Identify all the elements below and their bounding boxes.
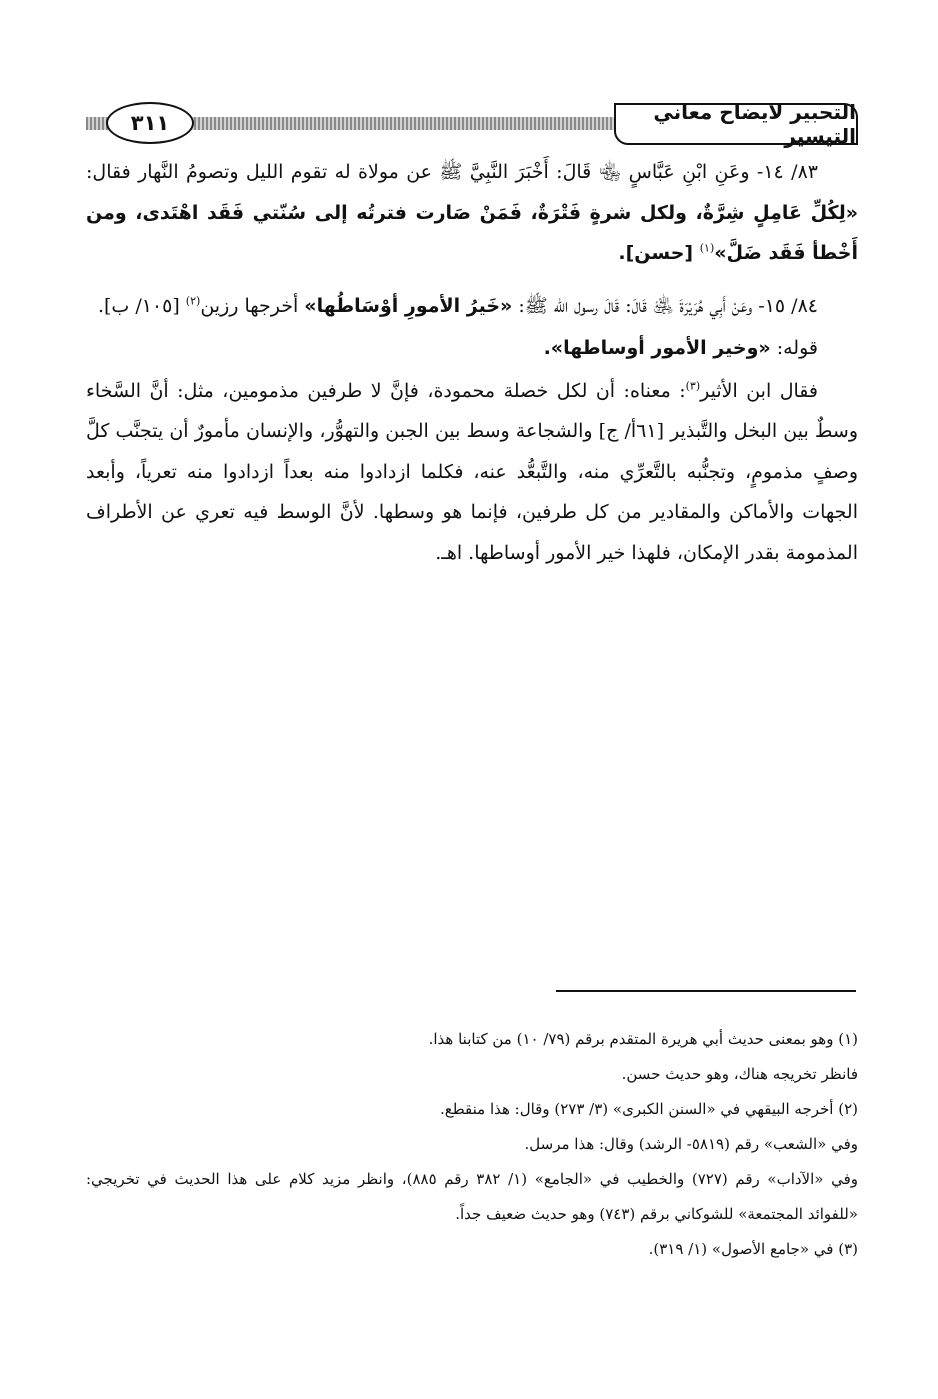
commentary-text: : معناه: أن لكل خصلة محمودة، فإنَّ لا طرفين مذمومين، مثل: أنَّ السَّخاء وسطٌ بين البخل والتَّبذير [٦١أ/ ج] والشجاعة وسط بين الجبن والتهوُّر، والإنسان مأمورٌ أن يتجنَّب كلَّ وصفٍ مذمومٍ، وتجنُّبه بالتَّعرِّي منه، والتَّبعُّد عنه، فكلما ازدادوا منه بعداً ازدادوا منه تعرياً، وأبعد الجهات والأماكن والمقادير من كل طرفين، فإنما هو وسطها. لأنَّ الوسط فيه تعري عن الأطراف المذمومة بقدر الإمكان، فلهذا خير الأمور أوساطها. اهـ. [86, 379, 858, 564]
hadith-83 [86, 152, 858, 274]
footnote-ref-3: (٣) [685, 379, 701, 393]
footnote-2: (٢) أخرجه البيقهي في «السنن الكبرى» (٣/ ٢٧٣) وقال: هذا منقطع. [439, 1100, 858, 1118]
commentary-heading-quote: «وخير الأمور أوساطها». [543, 337, 771, 359]
hadith-84-manuscript-ref: [١٠٥/ ب]. [97, 294, 186, 317]
page-header [86, 100, 858, 150]
footnote-ref-2: (٢) [185, 294, 201, 308]
commentary-heading-prefix: قوله: [770, 337, 818, 359]
footnote-1-cont: فانظر تخريجه هناك، وهو حديث حسن. [621, 1065, 858, 1083]
footnotes [86, 1022, 858, 1267]
hadith-84-source: أخرجها رزين [200, 294, 305, 317]
hadith-83-grade: [حسن]. [618, 242, 700, 264]
hadith-83-intro: ٨٣/ ١٤- وعَنِ ابْنِ عَبَّاسٍ ﵄ قَالَ: أَخْبَرَ النَّبِيَّ ﷺ عن مولاة له تقوم الليل وتصومُ النَّهار فقال: [86, 161, 818, 183]
commentary-lead: فقال ابن الأثير [700, 379, 818, 402]
page-number: ٣١١ [106, 102, 194, 144]
hadith-84-intro: ٨٤/ ١٥- وعَنْ أَبِي هُرَيْرَةَ ﵁ قَالَ: قَالَ رسول الله ﷺ: [512, 294, 818, 317]
commentary-paragraph [86, 371, 858, 574]
footnote-ref-1: (١) [699, 241, 715, 255]
book-title: التحبير لايضاح معاني التيسير [614, 103, 858, 145]
footnote-separator [556, 990, 856, 992]
main-text [86, 152, 858, 585]
hadith-83-matn: «لِكُلِّ عَامِلٍ شِرَّةٌ، ولكل شرةٍ فَتْرَةٌ، فَمَنْ صَارت فترتُه إلى سُنّتي فَقَد اهْتَدى، ومن أَخْطأ فَقَد ضَلَّ» [86, 201, 858, 264]
footnote-2-cont-a: وفي «الشعب» رقم (٥٨١٩- الرشد) وقال: هذا مرسل. [524, 1135, 858, 1153]
hadith-84-matn: «خَيرُ الأمورِ أوْسَاطُها» [304, 294, 513, 317]
footnote-1: (١) وهو بمعنى حديث أبي هريرة المتقدم برقم (٧٩/ ١٠) من كتابنا هذا. [428, 1030, 858, 1048]
commentary-heading [86, 328, 858, 369]
hadith-84 [86, 286, 858, 327]
footnote-3: (٣) في «جامع الأصول» (١/ ٣١٩). [648, 1240, 858, 1258]
footnote-2-cont-b: وفي «الآداب» رقم (٧٢٧) والخطيب في «الجامع» (١/ ٣٨٢ رقم ٨٨٥)، وانظر مزيد كلام على هذا الحديث في تخريجي: «للفوائد المجتمعة» للشوكاني برقم (٧٤٣) وهو حديث ضعيف جداً. [86, 1170, 858, 1223]
